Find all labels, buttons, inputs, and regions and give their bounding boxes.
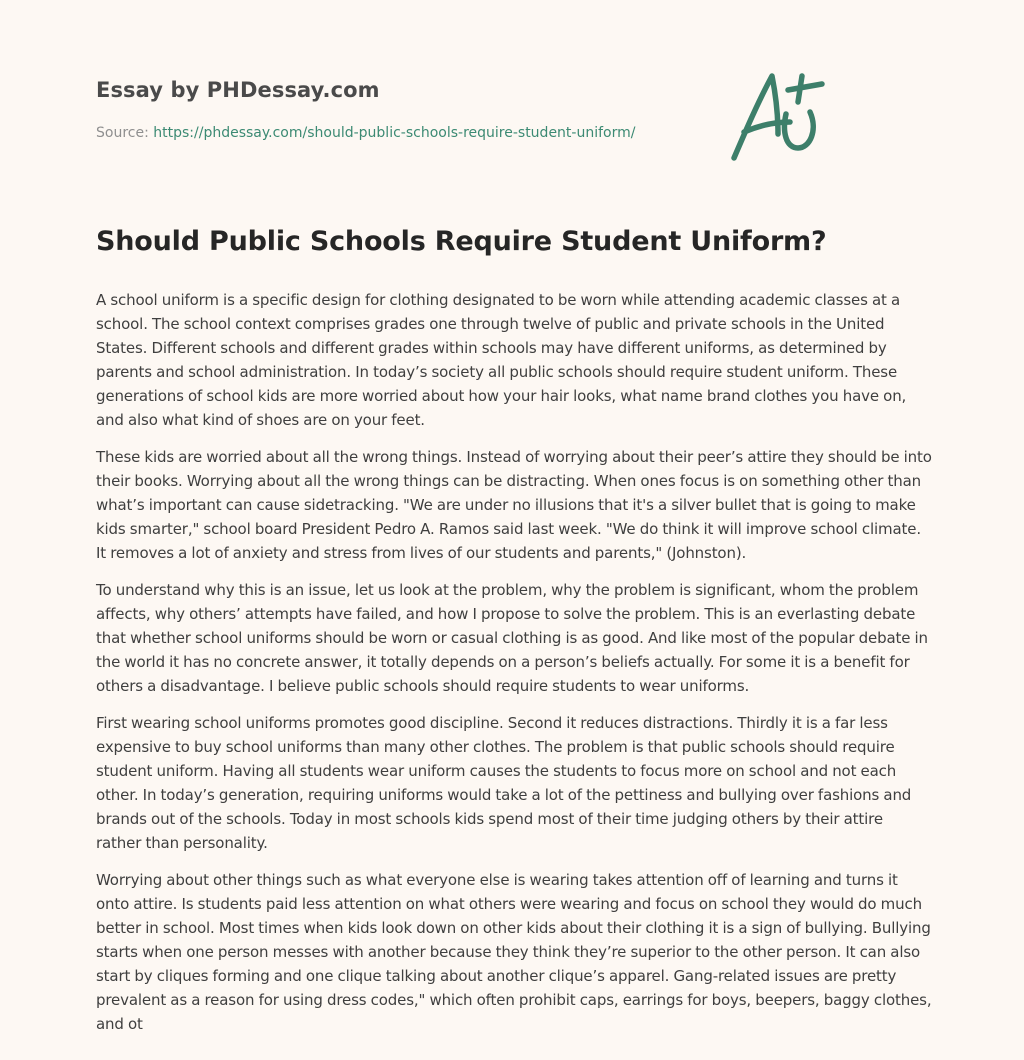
letter-a-stroke <box>734 76 778 158</box>
essay-paragraph: A school uniform is a specific design for clothing designated to be worn while attending academic classes at a school. The school context comprises grades one through twelve of public and private schools in the United States. Different schools and different grades within schools may have different uniforms, as determined by parents and school administration. In today’s society all public schools should require student uniform. These generations of school kids are more worried about how your hair looks, what name brand clothes you have on, and also what kind of shoes are on your feet. <box>96 291 907 429</box>
source-label: Source: <box>96 125 149 141</box>
essay-paragraph: To understand why this is an issue, let us look at the problem, why the problem is significant, whom the problem affects, why others’ attempts have failed, and how I propose to solve the problem. This is an everlasting debate that whether school uniforms should be worn or casual clothing is as good. And like most of the popular debate in the world it has no concrete answer, it totally depends on a person’s beliefs actually. For some it is a benefit for others a disadvantage. I believe public schools should require students to wear uniforms. <box>96 581 928 695</box>
plus-horizontal <box>788 84 822 90</box>
source-line <box>96 125 635 141</box>
a-plus-grade-icon <box>728 70 832 166</box>
curl-stroke <box>785 112 814 148</box>
essay-paragraph: Worrying about other things such as what everyone else is wearing takes attention off of learning and turns it onto attire. Is students paid less attention on what others were wearing and focus on school they would do much better in school. Most times when kids look down on other kids about their clothing it is a sign of bullying. Bullying starts when one person messes with another because they think they’re superior to the other person. It can also start by cliques forming and one clique talking about another clique’s apparel. Gang-related issues are pretty prevalent as a reason for using dress codes," which often prohibit caps, earrings for boys, beepers, baggy clothes, and ot <box>96 871 932 1033</box>
essay-body <box>96 288 932 1049</box>
essay-paragraph: These kids are worried about all the wrong things. Instead of worrying about their peer’s attire they should be into their books. Worrying about all the wrong things can be distracting. When ones focus is on something other than what’s important can cause sidetracking. "We are under no illusions that it's a silver bullet that is going to make kids smarter," school board President Pedro A. Ramos said last week. "We do think it will improve school climate. It removes a lot of anxiety and stress from lives of our students and parents," (Johnston). <box>96 448 932 562</box>
essay-paragraph: First wearing school uniforms promotes good discipline. Second it reduces distractions. Thirdly it is a far less expensive to buy school uniforms than many other clothes. The problem is that public schools should require student uniform. Having all students wear uniform causes the students to focus more on school and not each other. In today’s generation, requiring uniforms would take a lot of the pettiness and bullying over fashions and brands out of the schools. Today in most schools kids spend most of their time judging others by their attire rather than personality. <box>96 714 912 852</box>
site-title: Essay by PHDessay.com <box>96 78 380 102</box>
essay-title: Should Public Schools Require Student Uniform? <box>96 226 827 257</box>
source-link[interactable]: https://phdessay.com/should-public-schools-require-student-uniform/ <box>153 125 636 141</box>
